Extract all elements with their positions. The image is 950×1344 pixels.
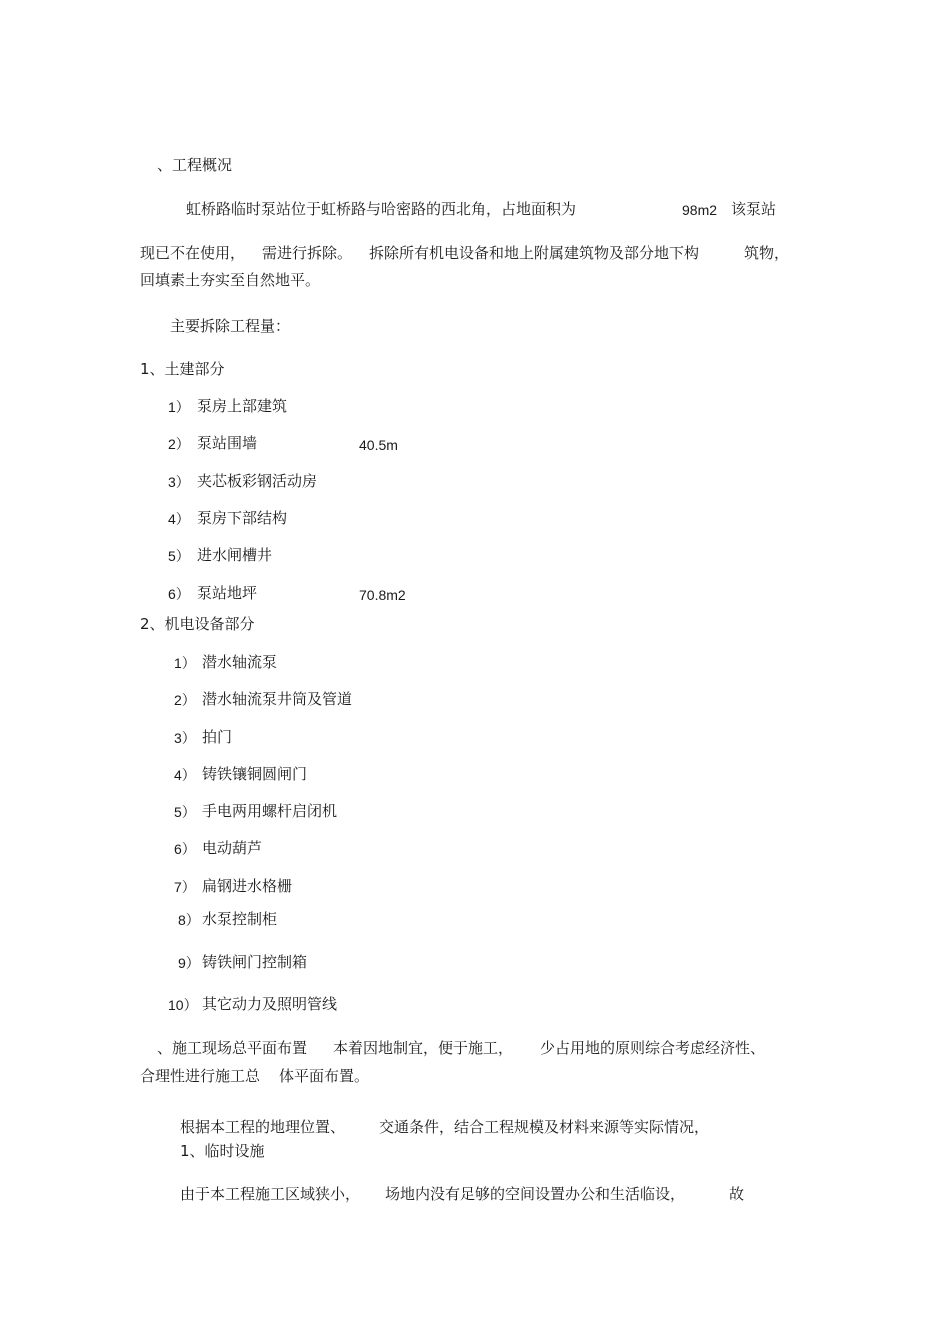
- facilities-text-b: 场地内没有足够的空间设置办公和生活临设，: [385, 1185, 686, 1203]
- list-item-number: 10）: [168, 997, 198, 1013]
- list-item-number: 8）: [178, 912, 200, 928]
- overview-para2-c: 拆除所有机电设备和地上附属建筑物及部分地下构: [369, 244, 700, 262]
- mech-section-title: 2、机电设备部分: [140, 615, 255, 633]
- list-item-number: 4）: [168, 511, 190, 527]
- layout-line2-b: 体平面布置。: [279, 1067, 370, 1085]
- list-item-number: 3）: [174, 730, 196, 746]
- layout-para-a: 根据本工程的地理位置、: [180, 1118, 346, 1136]
- overview-para2-d: 筑物，: [744, 244, 790, 262]
- list-item-value: 40.5m: [359, 437, 398, 453]
- quantities-subheading: 主要拆除工程量：: [170, 317, 291, 335]
- list-item-text: 其它动力及照明管线: [202, 995, 338, 1013]
- layout-section-heading: 、施工现场总平面布置: [157, 1039, 308, 1057]
- list-item-text: 进水闸槽井: [197, 546, 273, 564]
- list-item-number: 5）: [168, 548, 190, 564]
- facilities-text-a: 由于本工程施工区域狭小，: [180, 1185, 361, 1203]
- section-heading-overview: 、工程概况: [157, 156, 233, 174]
- civil-section-title: 1、土建部分: [140, 360, 225, 378]
- list-item-number: 1）: [168, 399, 190, 415]
- overview-para2-b: 需进行拆除。: [262, 244, 353, 262]
- list-item-text: 夹芯板彩钢活动房: [197, 472, 318, 490]
- layout-text-b: 本着因地制宜，便于施工，: [333, 1039, 514, 1057]
- layout-para-b: 交通条件，结合工程规模及材料来源等实际情况，: [379, 1118, 710, 1136]
- overview-area-value: 98m2: [682, 202, 718, 218]
- overview-para2-a: 现已不在使用，: [140, 244, 246, 262]
- list-item-number: 4）: [174, 767, 196, 783]
- list-item-text: 泵房下部结构: [197, 509, 288, 527]
- overview-para2-line2: 回填素土夯实至自然地平。: [140, 271, 321, 289]
- list-item-number: 3）: [168, 474, 190, 490]
- list-item-text: 泵站围墙: [197, 434, 258, 452]
- list-item-text: 电动葫芦: [202, 839, 263, 857]
- list-item-text: 铸铁闸门控制箱: [202, 953, 308, 971]
- list-item-number: 2）: [168, 436, 190, 452]
- list-item-text: 扁钢进水格栅: [202, 877, 293, 895]
- list-item-number: 6）: [174, 841, 196, 857]
- list-item-text: 潜水轴流泵: [202, 653, 278, 671]
- list-item-text: 潜水轴流泵井筒及管道: [202, 690, 353, 708]
- list-item-text: 手电两用螺杆启闭机: [202, 802, 338, 820]
- list-item-number: 6）: [168, 586, 190, 602]
- list-item-text: 泵房上部建筑: [197, 397, 288, 415]
- list-item-number: 5）: [174, 804, 196, 820]
- layout-line2-a: 合理性进行施工总: [140, 1067, 261, 1085]
- list-item-number: 1）: [174, 655, 196, 671]
- list-item-text: 拍门: [202, 728, 233, 746]
- overview-para1-text: 虹桥路临时泵站位于虹桥路与哈密路的西北角，占地面积为: [186, 200, 577, 218]
- temporary-facilities-heading: 1、临时设施: [180, 1142, 265, 1160]
- list-item-text: 水泵控制柜: [202, 910, 278, 928]
- layout-text-c: 少占用地的原则综合考虑经济性、: [540, 1039, 766, 1057]
- list-item-number: 7）: [174, 879, 196, 895]
- list-item-value: 70.8m2: [359, 587, 406, 603]
- list-item-number: 2）: [174, 692, 196, 708]
- list-item-text: 泵站地坪: [197, 584, 258, 602]
- list-item-text: 铸铁镶铜圆闸门: [202, 765, 308, 783]
- facilities-text-c: 故: [729, 1185, 745, 1203]
- list-item-number: 9）: [178, 955, 200, 971]
- overview-para1-end: 该泵站: [731, 200, 777, 218]
